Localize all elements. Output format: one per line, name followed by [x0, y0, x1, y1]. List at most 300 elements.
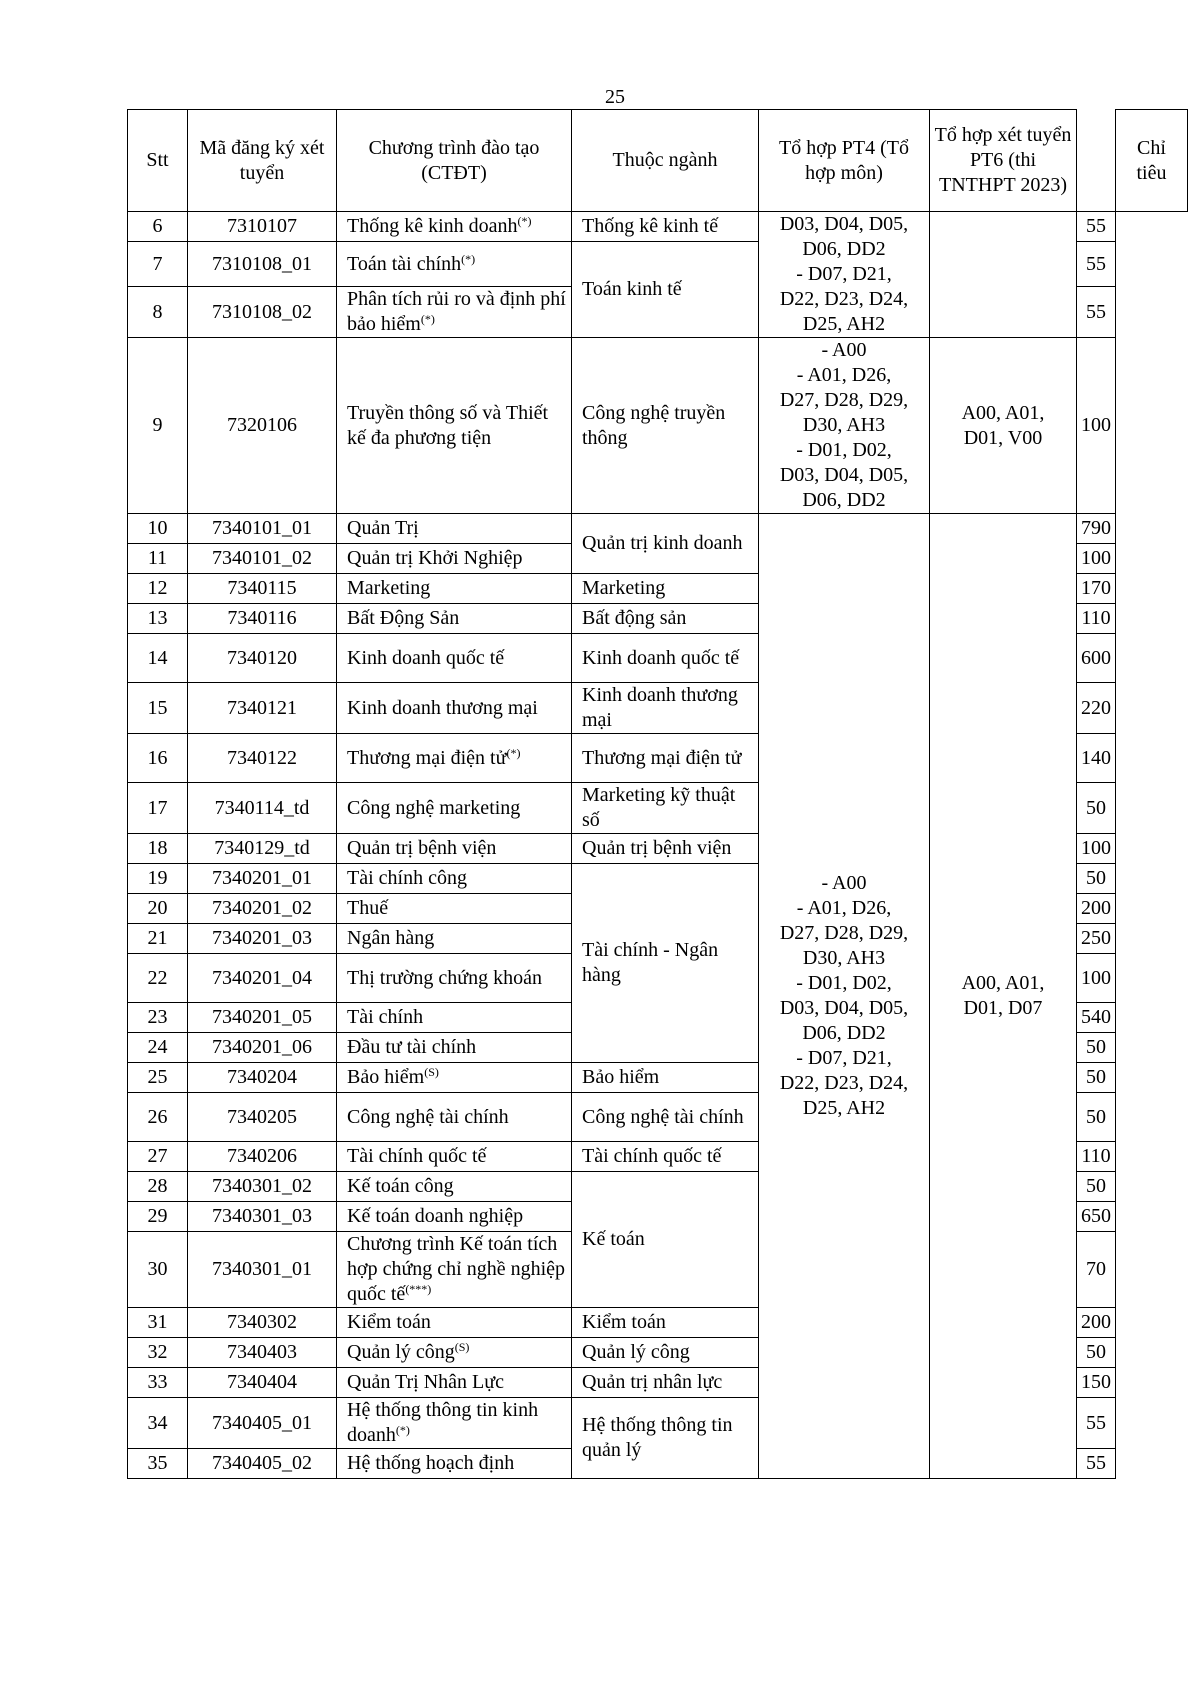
major-value: Kinh doanh thương mại	[582, 684, 738, 731]
cell-program	[337, 834, 572, 864]
cell-program	[337, 212, 572, 242]
cell-program	[337, 1449, 572, 1479]
cell-quota	[1077, 1449, 1116, 1479]
cell-quota	[1077, 1033, 1116, 1063]
code-value: 7340114_td	[214, 796, 310, 819]
cell-pt6-combinations	[930, 212, 1077, 338]
code-value: 7340206	[227, 1145, 297, 1167]
program-value: Kinh doanh quốc tế	[347, 646, 505, 669]
major-value: Kiểm toán	[582, 1311, 666, 1333]
program-value: Kiểm toán	[347, 1311, 431, 1333]
cell-program	[337, 1398, 572, 1449]
program-value: Thuế	[347, 897, 389, 919]
code-value: 7320106	[227, 414, 297, 436]
table-row	[128, 514, 1188, 544]
code-value: 7340101_01	[212, 517, 312, 539]
stt-value: 27	[147, 1145, 168, 1167]
code-value: 7340201_03	[212, 927, 312, 949]
cell-stt	[128, 1232, 188, 1308]
pt4-line: D25, AH2	[802, 313, 886, 335]
cell-quota	[1077, 834, 1116, 864]
quota-value: 55	[1086, 215, 1106, 237]
header-code: Mã đăng ký xét tuyển	[188, 110, 337, 212]
cell-code	[188, 683, 337, 734]
code-value: 7340129_td	[214, 837, 310, 859]
cell-quota	[1077, 734, 1116, 783]
quota-value: 600	[1081, 646, 1111, 669]
cell-quota	[1077, 954, 1116, 1003]
program-value: Đầu tư tài chính	[347, 1036, 477, 1058]
stt-value: 32	[147, 1341, 168, 1363]
admission-table	[127, 109, 1188, 1479]
cell-quota	[1077, 1398, 1116, 1449]
column-gap	[1077, 110, 1116, 212]
cell-quota	[1077, 894, 1116, 924]
cell-major	[572, 1398, 759, 1479]
cell-code	[188, 894, 337, 924]
code-value: 7340403	[227, 1341, 297, 1363]
cell-quota	[1077, 574, 1116, 604]
cell-code	[188, 604, 337, 634]
pt4-line: D06, DD2	[802, 238, 886, 260]
cell-code	[188, 242, 337, 287]
cell-program	[337, 1093, 572, 1142]
quota-value: 70	[1086, 1258, 1106, 1280]
cell-code	[188, 1308, 337, 1338]
cell-stt	[128, 1368, 188, 1398]
cell-major	[572, 1338, 759, 1368]
cell-quota	[1077, 604, 1116, 634]
cell-program	[337, 734, 572, 783]
program-note-mark: (*)	[506, 745, 521, 760]
pt4-line: D27, D28, D29,	[779, 922, 909, 944]
cell-quota	[1077, 1172, 1116, 1202]
cell-major	[572, 864, 759, 1063]
cell-program	[337, 1232, 572, 1308]
pt4-line: - A00	[821, 872, 867, 894]
program-value: Công nghệ marketing	[347, 796, 521, 819]
cell-quota	[1077, 1232, 1116, 1308]
major-value: Quản trị nhân lực	[582, 1371, 723, 1393]
cell-major	[572, 1142, 759, 1172]
cell-code	[188, 1063, 337, 1093]
code-value: 7340201_01	[212, 867, 312, 889]
code-value: 7340204	[227, 1066, 297, 1088]
code-value: 7310108_01	[212, 252, 312, 275]
cell-stt	[128, 212, 188, 242]
program-value: Ngân hàng	[347, 927, 435, 949]
cell-program	[337, 1368, 572, 1398]
cell-program	[337, 338, 572, 514]
cell-quota	[1077, 544, 1116, 574]
quota-value: 110	[1081, 1145, 1111, 1167]
cell-quota	[1077, 783, 1116, 834]
program-value: Hệ thống thông tin kinh doanh	[347, 1399, 539, 1446]
cell-quota	[1077, 864, 1116, 894]
pt4-line: D27, D28, D29,	[779, 389, 909, 411]
header-pt4: Tổ hợp PT4 (Tổ hợp môn)	[759, 110, 930, 212]
cell-quota	[1077, 1142, 1116, 1172]
cell-program	[337, 604, 572, 634]
quota-value: 50	[1086, 1105, 1106, 1128]
major-value: Marketing	[582, 577, 666, 599]
cell-code	[188, 1368, 337, 1398]
cell-code	[188, 1232, 337, 1308]
cell-quota	[1077, 1063, 1116, 1093]
code-value: 7340120	[227, 646, 297, 669]
program-value: Tài chính công	[347, 867, 467, 889]
quota-value: 50	[1086, 796, 1106, 819]
stt-value: 16	[147, 746, 168, 769]
program-note-mark: (S)	[454, 1340, 470, 1354]
stt-value: 28	[147, 1175, 168, 1197]
quota-value: 55	[1086, 300, 1106, 323]
stt-value: 33	[147, 1371, 168, 1393]
header-row	[128, 110, 1188, 212]
cell-code	[188, 783, 337, 834]
stt-value: 10	[147, 517, 168, 539]
major-value: Toán kinh tế	[582, 278, 682, 300]
pt6-line: A00, A01,	[961, 972, 1045, 994]
code-value: 7340115	[227, 577, 297, 599]
pt4-line: D22, D23, D24,	[779, 288, 909, 310]
quota-value: 140	[1081, 746, 1111, 769]
program-note-mark: (*)	[517, 214, 532, 228]
code-value: 7340121	[227, 696, 297, 719]
code-value: 7340201_06	[212, 1036, 312, 1058]
cell-code	[188, 954, 337, 1003]
program-value: Quản Trị	[347, 517, 419, 539]
cell-major	[572, 734, 759, 783]
cell-code	[188, 1398, 337, 1449]
pt4-line: D06, DD2	[802, 489, 886, 511]
header-pt6: Tổ hợp xét tuyển PT6 (thi TNTHPT 2023)	[930, 110, 1077, 212]
major-value: Tài chính - Ngân hàng	[582, 939, 719, 986]
program-value: Quản lý công	[347, 1341, 455, 1363]
cell-stt	[128, 834, 188, 864]
code-value: 7340201_04	[212, 966, 312, 989]
quota-value: 100	[1081, 966, 1111, 989]
table-row	[128, 338, 1188, 514]
program-value: Truyền thông số và Thiết kế đa phương tiện	[347, 401, 549, 449]
cell-code	[188, 864, 337, 894]
cell-stt	[128, 783, 188, 834]
table-row	[128, 212, 1188, 242]
cell-quota	[1077, 1368, 1116, 1398]
pt6-line: D01, D07	[963, 997, 1043, 1019]
cell-program	[337, 783, 572, 834]
cell-stt	[128, 574, 188, 604]
cell-stt	[128, 287, 188, 338]
cell-quota	[1077, 924, 1116, 954]
cell-code	[188, 924, 337, 954]
pt4-line: - A01, D26,	[796, 897, 892, 919]
cell-major	[572, 1172, 759, 1308]
cell-quota	[1077, 1202, 1116, 1232]
cell-stt	[128, 1063, 188, 1093]
stt-value: 9	[152, 414, 163, 436]
program-value: Quản trị bệnh viện	[347, 837, 497, 859]
cell-stt	[128, 1172, 188, 1202]
major-value: Thống kê kinh tế	[582, 215, 719, 237]
cell-code	[188, 834, 337, 864]
code-value: 7340201_05	[212, 1006, 312, 1028]
major-value: Quản lý công	[582, 1341, 690, 1363]
cell-stt	[128, 1398, 188, 1449]
program-note-mark: (***)	[405, 1282, 432, 1296]
pt4-line: - D07, D21,	[796, 1047, 892, 1069]
quota-value: 200	[1081, 1311, 1111, 1333]
cell-stt	[128, 338, 188, 514]
cell-stt	[128, 683, 188, 734]
quota-value: 55	[1086, 1411, 1106, 1434]
cell-program	[337, 634, 572, 683]
major-value: Kinh doanh quốc tế	[582, 646, 740, 669]
cell-major	[572, 574, 759, 604]
cell-code	[188, 734, 337, 783]
quota-value: 540	[1081, 1006, 1111, 1028]
cell-quota	[1077, 212, 1116, 242]
pt4-line: D30, AH3	[802, 947, 886, 969]
cell-quota	[1077, 242, 1116, 287]
major-value: Kế toán	[582, 1228, 645, 1250]
quota-value: 100	[1081, 547, 1111, 569]
program-value: Hệ thống hoạch định	[347, 1452, 515, 1474]
cell-stt	[128, 924, 188, 954]
cell-stt	[128, 242, 188, 287]
code-value: 7340301_02	[212, 1175, 312, 1197]
program-note-mark: (*)	[420, 312, 435, 326]
cell-program	[337, 683, 572, 734]
cell-code	[188, 1003, 337, 1033]
cell-code	[188, 514, 337, 544]
cell-code	[188, 634, 337, 683]
quota-value: 110	[1081, 607, 1111, 629]
cell-program	[337, 954, 572, 1003]
cell-major	[572, 683, 759, 734]
quota-value: 650	[1081, 1205, 1111, 1227]
cell-code	[188, 1449, 337, 1479]
cell-major	[572, 1063, 759, 1093]
major-value: Công nghệ truyền thông	[582, 401, 726, 449]
quota-value: 50	[1086, 1341, 1106, 1363]
stt-value: 26	[147, 1105, 168, 1128]
cell-major	[572, 212, 759, 242]
cell-code	[188, 287, 337, 338]
cell-major	[572, 514, 759, 574]
cell-code	[188, 212, 337, 242]
page-number: 25	[605, 86, 625, 108]
code-value: 7340404	[227, 1371, 297, 1393]
stt-value: 11	[147, 547, 168, 569]
pt4-line: - D01, D02,	[796, 972, 892, 994]
cell-quota	[1077, 1338, 1116, 1368]
stt-value: 18	[147, 837, 168, 859]
cell-stt	[128, 1033, 188, 1063]
major-value: Quản trị kinh doanh	[582, 532, 743, 554]
cell-quota	[1077, 1093, 1116, 1142]
major-value: Bảo hiểm	[582, 1066, 660, 1088]
cell-code	[188, 1033, 337, 1063]
program-value: Bất Động Sản	[347, 607, 460, 629]
cell-quota	[1077, 1003, 1116, 1033]
cell-code	[188, 338, 337, 514]
pt4-line: - D07, D21,	[796, 263, 892, 285]
cell-stt	[128, 1308, 188, 1338]
program-value: Kinh doanh thương mại	[347, 696, 538, 719]
quota-value: 100	[1081, 414, 1111, 436]
cell-major	[572, 1093, 759, 1142]
cell-major	[572, 242, 759, 338]
cell-program	[337, 287, 572, 338]
quota-value: 50	[1086, 1066, 1106, 1088]
cell-major	[572, 1368, 759, 1398]
cell-stt	[128, 1142, 188, 1172]
major-value: Tài chính quốc tế	[582, 1145, 722, 1167]
cell-major	[572, 783, 759, 834]
cell-program	[337, 1033, 572, 1063]
stt-value: 17	[147, 796, 168, 819]
program-value: Kế toán doanh nghiệp	[347, 1205, 524, 1227]
cell-stt	[128, 604, 188, 634]
stt-value: 25	[147, 1066, 168, 1088]
stt-value: 31	[147, 1311, 168, 1333]
cell-stt	[128, 954, 188, 1003]
cell-program	[337, 514, 572, 544]
cell-program	[337, 924, 572, 954]
pt4-line: D30, AH3	[802, 414, 886, 436]
cell-pt6-combinations	[930, 514, 1077, 1479]
program-value: Kế toán công	[347, 1175, 454, 1197]
quota-value: 150	[1081, 1371, 1111, 1393]
cell-major	[572, 604, 759, 634]
stt-value: 12	[147, 577, 168, 599]
cell-stt	[128, 1449, 188, 1479]
code-value: 7340205	[227, 1105, 297, 1128]
code-value: 7340405_01	[212, 1411, 312, 1434]
cell-program	[337, 544, 572, 574]
program-value: Bảo hiểm	[347, 1066, 425, 1088]
cell-program	[337, 864, 572, 894]
header-stt: Stt	[128, 110, 188, 212]
quota-value: 55	[1086, 1452, 1106, 1474]
program-value: Phân tích rủi ro và định phí bảo hiểm	[347, 288, 566, 335]
cell-major	[572, 634, 759, 683]
header-major: Thuộc ngành	[572, 110, 759, 212]
cell-program	[337, 1142, 572, 1172]
program-note-mark: (*)	[395, 1423, 410, 1437]
major-value: Quản trị bệnh viện	[582, 837, 732, 859]
program-value: Toán tài chính	[347, 252, 462, 275]
program-value: Tài chính quốc tế	[347, 1145, 487, 1167]
stt-value: 23	[147, 1006, 168, 1028]
cell-stt	[128, 1003, 188, 1033]
cell-code	[188, 1202, 337, 1232]
cell-code	[188, 1142, 337, 1172]
cell-stt	[128, 1202, 188, 1232]
code-value: 7340302	[227, 1311, 297, 1333]
cell-pt4-combinations	[759, 212, 930, 338]
program-value: Tài chính	[347, 1006, 424, 1028]
header-quota: Chỉ tiêu	[1116, 110, 1188, 212]
pt4-line: - A01, D26,	[796, 364, 892, 386]
cell-stt	[128, 634, 188, 683]
cell-pt4-combinations	[759, 514, 930, 1479]
program-note-mark: (S)	[424, 1065, 439, 1079]
cell-program	[337, 242, 572, 287]
cell-program	[337, 894, 572, 924]
code-value: 7340122	[227, 746, 297, 769]
quota-value: 790	[1081, 517, 1111, 539]
cell-program	[337, 1202, 572, 1232]
cell-code	[188, 1338, 337, 1368]
stt-value: 14	[147, 646, 168, 669]
pt4-line: D03, D04, D05,	[779, 464, 909, 486]
code-value: 7340116	[227, 607, 297, 629]
program-note-mark: (*)	[461, 251, 476, 266]
program-value: Thống kê kinh doanh	[347, 215, 518, 237]
quota-value: 50	[1086, 867, 1106, 889]
code-value: 7310107	[227, 215, 297, 237]
cell-quota	[1077, 287, 1116, 338]
program-value: Thương mại điện tử	[347, 746, 507, 769]
cell-quota	[1077, 514, 1116, 544]
cell-stt	[128, 894, 188, 924]
program-value: Thị trường chứng khoán	[347, 966, 542, 989]
stt-value: 34	[147, 1411, 168, 1434]
code-value: 7340101_02	[212, 547, 312, 569]
quota-value: 55	[1086, 252, 1106, 275]
major-value: Công nghệ tài chính	[582, 1105, 744, 1128]
code-value: 7340405_02	[212, 1452, 312, 1474]
cell-stt	[128, 544, 188, 574]
cell-stt	[128, 734, 188, 783]
quota-value: 200	[1081, 897, 1111, 919]
program-value: Công nghệ tài chính	[347, 1105, 509, 1128]
stt-value: 13	[147, 607, 168, 629]
code-value: 7340301_03	[212, 1205, 312, 1227]
stt-value: 15	[147, 696, 168, 719]
program-value: Quản trị Khởi Nghiệp	[347, 547, 523, 569]
quota-value: 50	[1086, 1036, 1106, 1058]
cell-major	[572, 1308, 759, 1338]
major-value: Marketing kỹ thuật số	[582, 784, 736, 831]
cell-program	[337, 1003, 572, 1033]
code-value: 7340301_01	[212, 1258, 312, 1280]
cell-major	[572, 834, 759, 864]
pt4-line: D03, D04, D05,	[779, 213, 909, 235]
cell-program	[337, 574, 572, 604]
pt4-line: D06, DD2	[802, 1022, 886, 1044]
pt4-line: D03, D04, D05,	[779, 997, 909, 1019]
program-value: Marketing	[347, 577, 431, 599]
cell-pt4-combinations	[759, 338, 930, 514]
cell-program	[337, 1308, 572, 1338]
cell-stt	[128, 514, 188, 544]
major-value: Thương mại điện tử	[582, 746, 742, 769]
cell-code	[188, 1172, 337, 1202]
header-program: Chương trình đào tạo (CTĐT)	[337, 110, 572, 212]
quota-value: 250	[1081, 927, 1111, 949]
cell-program	[337, 1172, 572, 1202]
pt6-line: A00, A01,	[961, 401, 1045, 424]
cell-quota	[1077, 1308, 1116, 1338]
cell-stt	[128, 1093, 188, 1142]
code-value: 7310108_02	[212, 300, 312, 323]
quota-value: 170	[1081, 577, 1111, 599]
quota-value: 100	[1081, 837, 1111, 859]
pt4-line: D22, D23, D24,	[779, 1072, 909, 1094]
